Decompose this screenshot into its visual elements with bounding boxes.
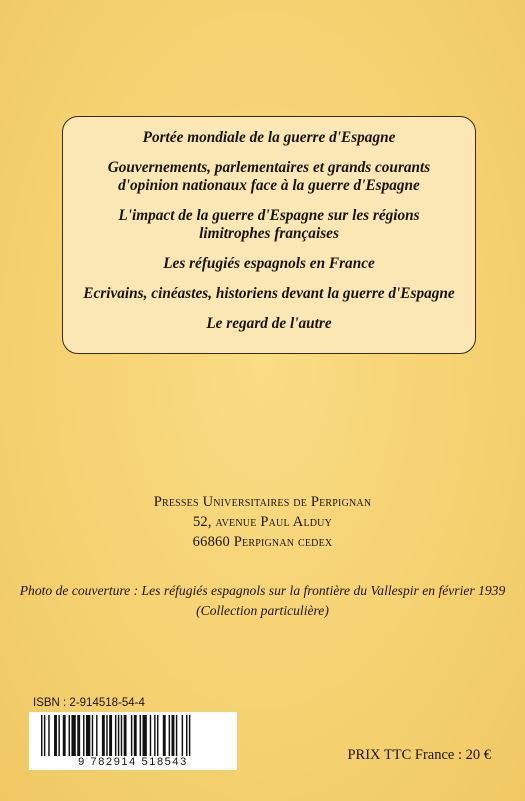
barcode-bar-1 <box>44 715 45 756</box>
barcode-bar-2 <box>48 715 49 756</box>
barcode-bar-21 <box>134 715 137 756</box>
barcode-bar-10 <box>86 715 90 756</box>
price-label: PRIX TTC France : 20 € <box>347 747 491 763</box>
barcode <box>29 712 237 770</box>
barcode-bar-12 <box>96 715 97 756</box>
barcode-bar-13 <box>102 715 105 756</box>
barcode-bar-14 <box>106 715 107 756</box>
barcode-bar-25 <box>154 715 155 756</box>
cover-photo-caption <box>0 581 525 621</box>
topic-4: Les réfugiés espagnols en France <box>163 255 375 272</box>
topic-1: Portée mondiale de la guerre d'Espagne <box>142 129 396 146</box>
barcode-bar-15 <box>109 715 112 756</box>
topic-6: Le regard de l'autre <box>206 315 332 332</box>
publisher-address: Presses Universitaires de Perpignan 52, avenue Paul Alduy 66860 Perpignan cedex <box>153 494 372 550</box>
barcode-bar-20 <box>131 715 132 756</box>
barcode-bar-8 <box>77 715 80 756</box>
barcode-number: 9 782914 518543 <box>29 756 237 768</box>
barcode-bar-28 <box>169 715 170 756</box>
caption-line-1: Photo de couverture : Les réfugiés espagnols sur la frontière du Vallespir en février 1939 <box>19 583 506 598</box>
barcode-bar-16 <box>115 715 116 756</box>
barcode-bar-30 <box>176 715 177 756</box>
barcode-bar-31 <box>182 715 183 756</box>
topics-box <box>62 116 476 354</box>
barcode-bar-3 <box>54 715 57 756</box>
barcode-bar-6 <box>69 715 70 756</box>
barcode-bar-9 <box>83 715 84 756</box>
barcode-bar-17 <box>118 715 119 756</box>
barcode-bar-29 <box>172 715 175 756</box>
barcode-bar-27 <box>163 715 166 756</box>
barcode-bar-4 <box>58 715 59 756</box>
barcode-bar-19 <box>124 715 127 756</box>
barcode-bar-22 <box>140 715 141 756</box>
barcode-bar-33 <box>189 715 190 756</box>
caption-line-2: (Collection particulière) <box>196 603 329 618</box>
barcode-bar-23 <box>143 715 147 756</box>
barcode-bar-26 <box>157 715 158 756</box>
barcode-bar-24 <box>150 715 151 756</box>
barcode-bar-7 <box>71 715 75 756</box>
barcode-bar-18 <box>121 715 122 756</box>
barcode-bars <box>29 712 237 758</box>
barcode-bar-5 <box>63 715 66 756</box>
barcode-bar-32 <box>186 715 187 756</box>
barcode-bar-0 <box>41 715 42 756</box>
topic-5: Ecrivains, cinéastes, historiens devant la guerre d'Espagne <box>83 285 455 302</box>
barcode-bar-11 <box>92 715 93 756</box>
topic-3: L'impact de la guerre d'Espagne sur les régions limitrophes françaises <box>118 207 420 242</box>
topic-2: Gouvernements, parlementaires et grands courants d'opinion nationaux face à la guerre d'Espagne <box>107 159 431 194</box>
isbn-label: ISBN : 2-914518-54-4 <box>33 697 145 709</box>
